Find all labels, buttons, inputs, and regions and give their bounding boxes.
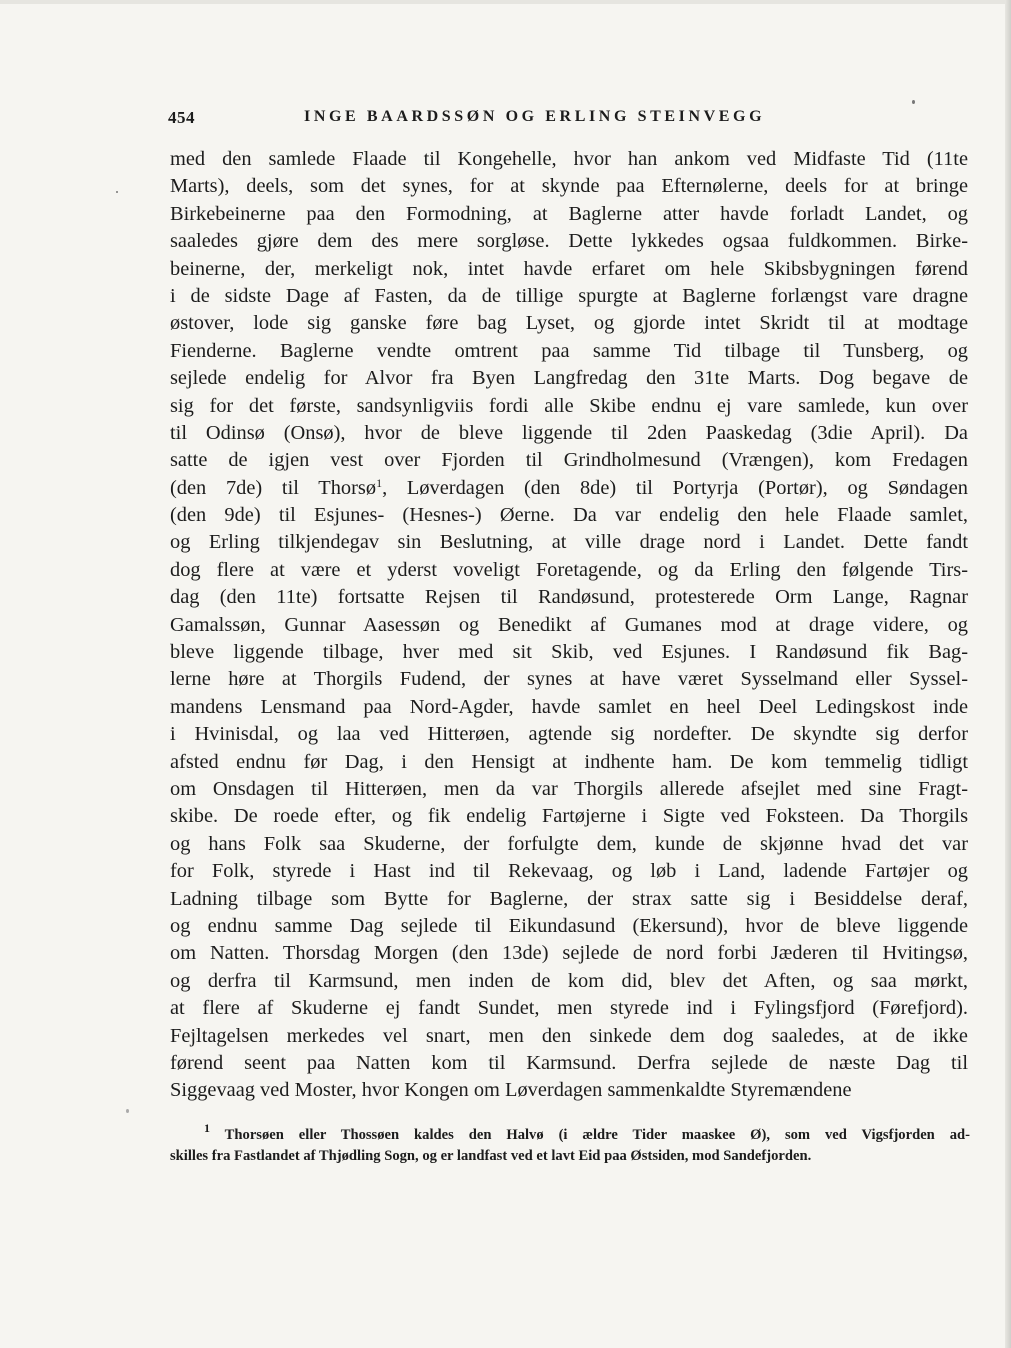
text-line: til Odinsø (Onsø), hvor de bleve liggende til 2den Paaskedag (3die April). Da xyxy=(170,421,968,444)
text-line: lerne høre at Thorgils Fudend, der synes at have været Sysselmand eller Syssel- xyxy=(170,668,968,691)
text-line: dag (den 11te) fortsatte Rejsen til Randøsund, protesterede Orm Lange, Ragnar xyxy=(170,586,968,609)
text-line: (den 9de) til Esjunes- (Hesnes-) Øerne. Da var endelig den hele Flaade samlet, xyxy=(170,504,968,527)
text-line: saaledes gjøre dem des mere sorgløse. Dette lykkedes ogsaa fuldkommen. Birke- xyxy=(170,230,968,253)
text-line: for Folk, styrede i Hast ind til Rekevaag, og løb i Land, ladende Fartøjer og xyxy=(170,860,968,883)
text-line: Fejltagelsen merkedes vel snart, men den sinkede dem dog saaledes, at de ikke xyxy=(170,1024,968,1047)
page-header xyxy=(168,108,968,136)
text-line: sejlede endelig for Alvor fra Byen Langfredag den 31te Marts. Dog begave de xyxy=(170,367,968,390)
text-line: i de sidste Dage af Fasten, da de tillige spurgte at Baglerne forlængst vare dragne xyxy=(170,284,968,307)
ink-speck xyxy=(912,100,915,104)
page-number: 454 xyxy=(168,108,195,127)
footnote-line: skilles fra Fastlandet af Thjødling Sogn, og er landfast ved et lavt Eid paa Østsiden, mod Sandefjorden. xyxy=(170,1148,812,1164)
text-line-head: (den 7de) til Thorsø xyxy=(170,476,377,499)
text-line: førend seent paa Natten kom til Karmsund. Derfra sejlede de næste Dag til xyxy=(170,1051,968,1074)
footnote-text: Thorsøen eller Thossøen kaldes den Halvø (i ældre Tider maaskee Ø), som ved Vigsfjorden ad- xyxy=(224,1127,970,1143)
text-line-with-note xyxy=(170,475,968,502)
text-line: i Hvinisdal, og laa ved Hitterøen, agtende sig nordefter. De skyndte sig derfor xyxy=(170,723,968,746)
text-line: skibe. De roede efter, og fik endelig Fartøjerne i Sigte ved Foksteen. Da Thorgils xyxy=(170,805,968,828)
footnote-marker: 1 xyxy=(204,1121,210,1135)
text-line: og hans Folk saa Skuderne, der forfulgte dem, kunde de skjønne hvad det var xyxy=(170,832,968,855)
text-line: Siggevaag ved Moster, hvor Kongen om Løverdagen sammenkaldte Styremændene xyxy=(170,1079,852,1102)
ink-speck xyxy=(126,1109,129,1113)
text-line: sig for det første, sandsynligviis fordi alle Skibe endnu ej vare samlede, kun over xyxy=(170,394,968,417)
body-text xyxy=(170,146,968,1105)
text-line: Birkebeinerne paa den Formodning, at Baglerne atter havde forladt Landet, og xyxy=(170,202,968,225)
footnote xyxy=(170,1121,970,1167)
ink-speck xyxy=(116,191,118,193)
text-line: og Erling tilkjendegav sin Beslutning, at ville drage nord i Landet. Dette fandt xyxy=(170,531,968,554)
text-line: beinerne, der, merkeligt nok, intet havde erfaret om hele Skibsbygningen førend xyxy=(170,257,968,280)
running-title: INGE BAARDSSØN OG ERLING STEINVEGG xyxy=(304,108,766,125)
text-line: bleve liggende tilbage, hver med sit Skib, ved Esjunes. I Randøsund fik Bag- xyxy=(170,641,968,664)
text-line: med den samlede Flaade til Kongehelle, hvor han ankom ved Midfaste Tid (11te xyxy=(170,148,968,170)
text-line: og endnu samme Dag sejlede til Eikundasund (Ekersund), hvor de bleve liggende xyxy=(170,914,968,937)
text-line: Marts), deels, som det synes, for at skynde paa Efternølerne, deels for at bringe xyxy=(170,175,968,198)
text-line: dog flere at være et yderst voveligt Foretagende, og da Erling den følgende Tirs- xyxy=(170,558,968,581)
text-line: at flere af Skuderne ej fandt Sundet, men styrede ind i Fylingsfjord (Førefjord). xyxy=(170,997,968,1020)
text-line: om Natten. Thorsdag Morgen (den 13de) sejlede de nord forbi Jæderen til Hvitingsø, xyxy=(170,942,968,965)
text-line: og derfra til Karmsund, men inden de kom did, blev det Aften, og saa mørkt, xyxy=(170,969,968,992)
page-top-edge xyxy=(0,0,1011,4)
text-line: satte de igjen vest over Fjorden til Grindholmesund (Vrængen), kom Fredagen xyxy=(170,449,968,472)
page-right-edge xyxy=(1005,0,1011,1348)
text-line: Fienderne. Baglerne vendte omtrent paa samme Tid tilbage til Tunsberg, og xyxy=(170,339,968,362)
footnote-line xyxy=(170,1121,970,1146)
footnote-reference[interactable]: 1 xyxy=(376,475,383,490)
text-line: Ladning tilbage som Bytte for Baglerne, der strax satte sig i Besiddelse deraf, xyxy=(170,887,968,910)
text-line: afsted endnu før Dag, i den Hensigt at indhente ham. De kom temmelig tidligt xyxy=(170,750,968,773)
text-line: om Onsdagen til Hitterøen, men da var Thorgils allerede afsejlet med sine Fragt- xyxy=(170,777,968,800)
text-line-tail: , Løverdagen (den 8de) til Portyrja (Portør), og Søndagen xyxy=(382,476,968,499)
text-line: Gamalssøn, Gunnar Aasessøn og Benedikt af Gumanes mod at drage videre, og xyxy=(170,613,968,636)
text-line: østover, lode sig ganske føre bag Lyset, og gjorde intet Skridt til at modtage xyxy=(170,312,968,335)
text-line: mandens Lensmand paa Nord-Agder, havde samlet en heel Deel Ledingskost inde xyxy=(170,695,968,718)
